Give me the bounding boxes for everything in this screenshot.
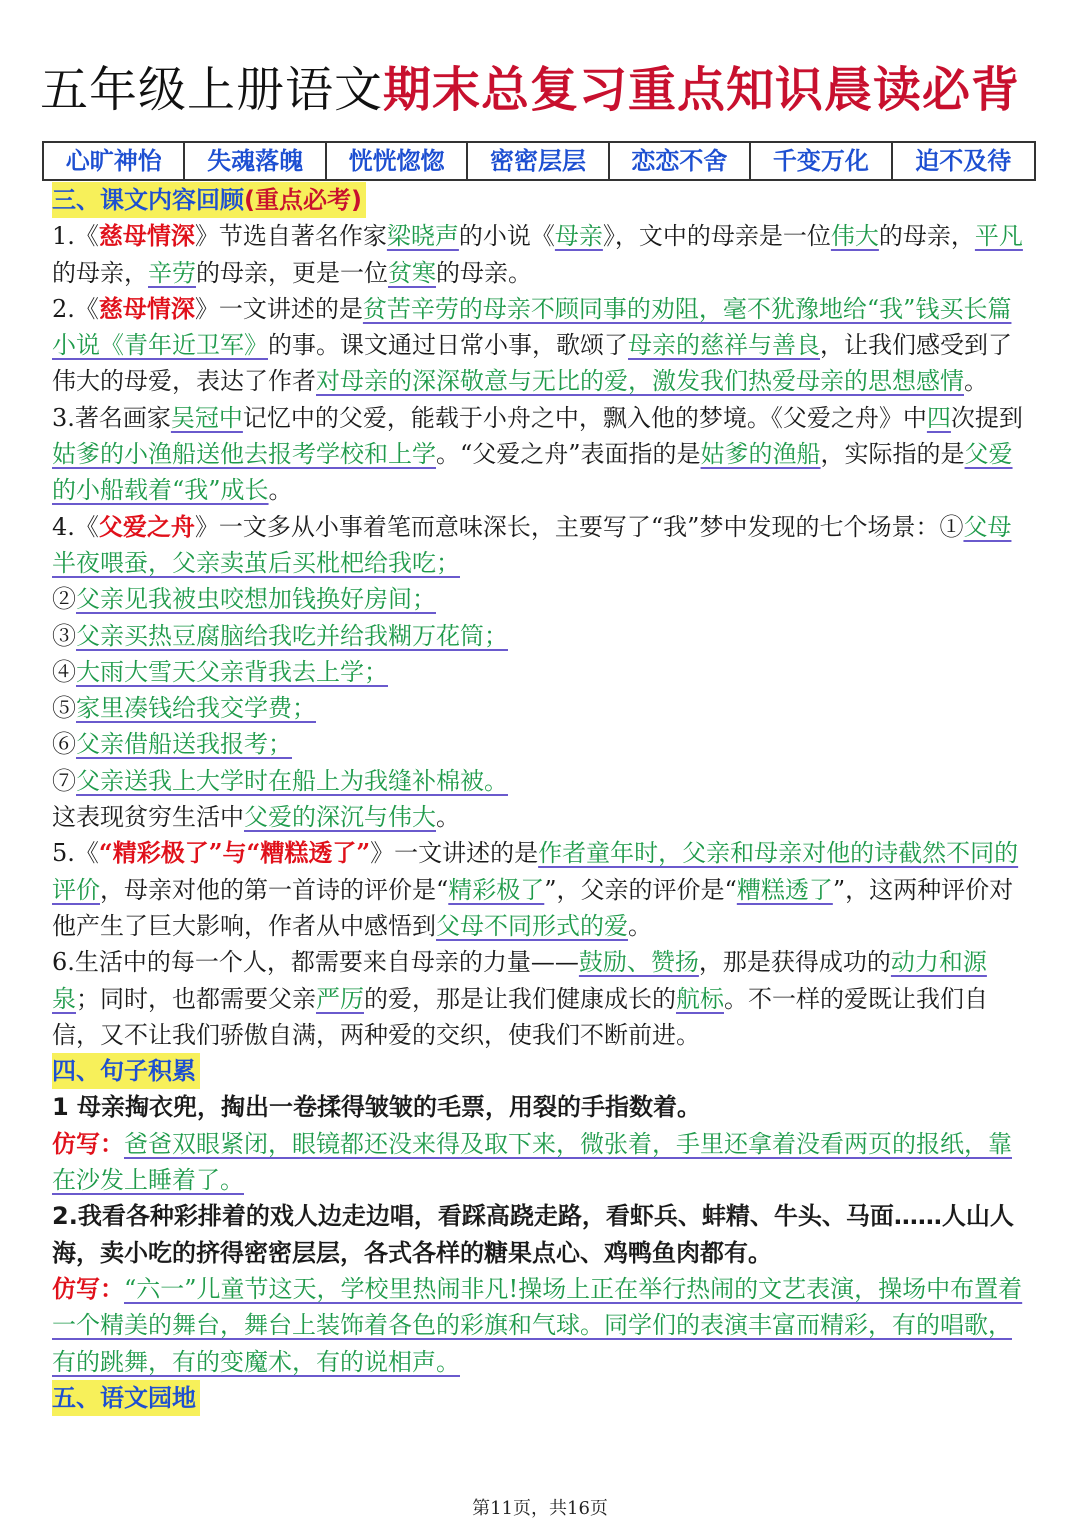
scene-text: 父亲送我上大学时在船上为我缝补棉被。 <box>76 766 508 795</box>
p5-keyword: “精彩极了”与“糟糕透了” <box>98 838 371 868</box>
p1-text: 》，文中的母亲是一位 <box>602 222 831 251</box>
p2-answer: 贫苦辛劳的母亲不顾同事的劝阻，毫不犹豫地给“我”钱买长篇小说《青年近卫军》 <box>52 294 1012 360</box>
idiom-cell: 恋恋不舍 <box>610 143 751 179</box>
p3-text: 3.著名画家 <box>52 403 171 432</box>
title-part-1: 五年级上册语文 <box>40 62 384 118</box>
p1-text: 》节选自著名作家 <box>194 222 387 251</box>
p1-text: 1.《 <box>52 222 99 251</box>
p2-answer: 母亲的慈祥与善良 <box>628 331 820 360</box>
section-3-heading <box>52 182 1032 218</box>
p2-text: 。 <box>964 367 988 396</box>
imitation-label: 仿写： <box>52 1273 124 1303</box>
p5-text: ”，父亲的评价是“ <box>544 875 737 904</box>
section-3-title: 三、课文内容回顾 <box>52 186 244 214</box>
imitation-2 <box>52 1271 1032 1380</box>
scene-text: 父母半夜喂蚕，父亲卖茧后买枇杷给我吃； <box>52 512 1012 577</box>
p1-answer: 平凡 <box>974 222 1023 251</box>
page-title <box>40 58 1050 122</box>
p2-answer: 对母亲的深深敬意与无比的爱，激发我们热爱母亲的思想感情 <box>316 367 964 396</box>
paragraph-3 <box>52 400 1032 509</box>
section-4-heading <box>52 1053 1032 1089</box>
p3-answer: 四 <box>926 403 951 432</box>
p6-text: 。不一样的爱既让我们自信，又不让我们骄傲自满，两种爱的交织，使我们不断前进。 <box>52 984 988 1049</box>
scene-item <box>52 690 1032 726</box>
p1-text: 的小说《 <box>458 222 555 251</box>
paragraph-4-conclusion <box>52 799 1032 835</box>
p6-text: 6.生活中的每一个人，都需要来自母亲的力量—— <box>52 948 579 977</box>
scene-number: ④ <box>52 657 76 686</box>
p6-answer: 鼓励、赞扬 <box>578 948 699 977</box>
p5-text: 。 <box>628 911 652 940</box>
idiom-cell: 心旷神怡 <box>44 143 185 179</box>
p5-answer: 精彩极了 <box>448 875 545 904</box>
p5-text: ，母亲对他的第一首诗的评价是“ <box>100 875 449 904</box>
imitation-label: 仿写： <box>52 1128 124 1158</box>
p6-answer: 严厉 <box>316 984 364 1013</box>
sentence-2: 2.我看各种彩排着的戏人边走边唱，看踩高跷走路，看虾兵、蚌精、牛头、马面……人山人海，卖小吃的挤得密密层层，各式各样的糖果点心、鸡鸭鱼肉都有。 <box>52 1202 1014 1267</box>
scene-text: 父亲买热豆腐脑给我吃并给我糊万花筒； <box>76 621 508 650</box>
p1-keyword: 慈母情深 <box>98 221 195 251</box>
idiom-cell: 迫不及待 <box>915 147 1012 175</box>
scene-text: 大雨大雪天父亲背我去上学； <box>76 657 388 686</box>
paragraph-1 <box>52 218 1032 291</box>
p5-text: ”，这两种评价对他产生了巨大影响，作者从中感悟到 <box>52 875 1014 940</box>
scene-text: 父亲见我被虫咬想加钱换好房间； <box>76 585 436 614</box>
idiom-cell: 失魂落魄 <box>185 143 326 179</box>
paragraph-5 <box>52 835 1032 944</box>
scene-item <box>52 654 1032 690</box>
section-5-title: 五、语文园地 <box>52 1380 200 1416</box>
section-5-heading <box>52 1380 1032 1416</box>
p6-text: ，那是获得成功的 <box>698 948 891 977</box>
scene-item <box>52 726 1032 762</box>
p3-text: ，实际指的是 <box>820 440 965 469</box>
p1-text: 的母亲，更是一位 <box>196 258 388 287</box>
p3-answer: 姑爹的小渔船送他去报考学校和上学 <box>52 440 436 469</box>
scene-number: ① <box>939 512 964 541</box>
idiom-cell: 恍恍惚惚 <box>327 143 468 179</box>
p4-text: 4.《 <box>52 512 99 541</box>
section-3-tag: (重点必考) <box>244 186 362 214</box>
p5-answer: 糟糕透了 <box>736 875 833 904</box>
scene-number: ⑥ <box>52 730 76 759</box>
p6-answer: 动力和源泉 <box>52 948 987 1013</box>
paragraph-6 <box>52 944 1032 1053</box>
p6-text: 的爱，那是让我们健康成长的 <box>364 984 676 1013</box>
p1-answer: 伟大 <box>830 222 879 251</box>
paragraph-4 <box>52 509 1032 582</box>
scene-text: 家里凑钱给我交学费； <box>76 694 316 723</box>
p1-answer: 辛劳 <box>148 258 196 287</box>
p6-text: ；同时，也都需要父亲 <box>76 984 316 1013</box>
p4-text: 》一文多从小事着笔而意味深长，主要写了“我”梦中发现的七个场景： <box>194 512 940 541</box>
p2-text: 2.《 <box>52 294 99 323</box>
document-body <box>52 182 1032 1416</box>
p5-answer: 作者童年时，父亲和母亲对他的诗截然不同的评价 <box>52 839 1019 904</box>
imitation-1 <box>52 1126 1032 1199</box>
p1-answer: 贫寒 <box>388 258 436 287</box>
idiom-table <box>42 141 1036 181</box>
p2-keyword: 慈母情深 <box>98 293 195 323</box>
scene-number: ⑦ <box>52 766 76 795</box>
p4-text: 。 <box>436 803 460 832</box>
scene-item <box>52 581 1032 617</box>
p1-text: 的母亲， <box>878 222 975 251</box>
p3-text: 次提到 <box>950 403 1023 432</box>
scene-text: 父亲借船送我报考； <box>76 730 292 759</box>
p4-answer: 父爱的深沉与伟大 <box>244 803 436 832</box>
p5-text: 5.《 <box>52 839 99 868</box>
p3-text: 。“父爱之舟”表面指的是 <box>436 440 701 469</box>
p3-text: 记忆中的父爱，能载于小舟之中，飘入他的梦境。《父爱之舟》中 <box>242 403 927 432</box>
p1-text: 的母亲， <box>52 258 148 287</box>
idiom-cell: 密密层层 <box>468 143 609 179</box>
p6-answer: 航标 <box>676 984 724 1013</box>
paragraph-2 <box>52 291 1032 400</box>
section-4-title: 四、句子积累 <box>52 1053 200 1089</box>
p4-keyword: 父爱之舟 <box>98 511 195 541</box>
scene-item <box>52 763 1032 799</box>
page-footer: 第11页，共16页 <box>472 1498 608 1519</box>
p5-answer: 父母不同形式的爱 <box>436 911 628 940</box>
imitation-text: 爸爸双眼紧闭，眼镜都还没来得及取下来，微张着，手里还拿着没看两页的报纸，靠在沙发上睡着了。 <box>52 1129 1012 1195</box>
p3-answer: 父爱的小船载着“我”成长 <box>52 440 1013 505</box>
title-part-2: 期末总复习重点知识晨读必背 <box>383 62 1021 118</box>
scene-number: ③ <box>52 621 76 650</box>
scene-number: ② <box>52 585 76 614</box>
p1-answer: 梁晓声 <box>386 222 459 251</box>
p5-text: 》一文讲述的是 <box>370 839 539 868</box>
p3-answer: 吴冠中 <box>170 403 243 432</box>
scene-item <box>52 618 1032 654</box>
idiom-cell: 千变万化 <box>751 143 892 179</box>
sentence-1: 1 母亲掏衣兜，掏出一卷揉得皱皱的毛票，用裂的手指数着。 <box>52 1093 702 1122</box>
p2-text: 的事。课文通过日常小事，歌颂了 <box>268 331 628 360</box>
p1-answer: 母亲 <box>554 222 603 251</box>
p4-text: 这表现贫穷生活中 <box>52 803 244 832</box>
imitation-text: “六一”儿童节这天，学校里热闹非凡!操场上正在举行热闹的文艺表演，操场中布置着一个精美的舞台，舞台上装饰着各色的彩旗和气球。同学们的表演丰富而精彩，有的唱歌，有的跳舞，有的变魔术，有的说相声。 <box>52 1274 1023 1376</box>
p1-text: 的母亲。 <box>436 258 532 287</box>
p2-text: ，让我们感受到了伟大的母爱，表达了作者 <box>52 331 1012 396</box>
scene-number: ⑤ <box>52 694 76 723</box>
p3-answer: 姑爹的渔船 <box>700 440 821 469</box>
p3-text: 。 <box>268 476 293 505</box>
p2-text: 》一文讲述的是 <box>194 294 363 323</box>
